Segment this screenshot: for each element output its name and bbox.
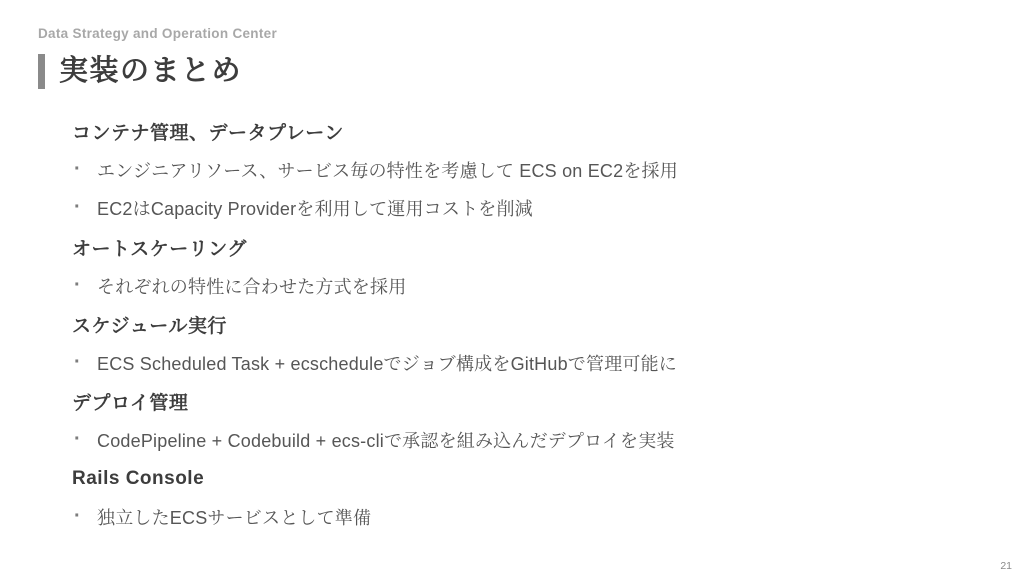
title-row — [38, 54, 242, 89]
bullet-item: · エンジニアリソース、サービス毎の特性を考慮して ECS on EC2を採用 — [72, 151, 994, 190]
page-title: 実装のまとめ — [59, 55, 243, 87]
section-heading: デプロイ管理 — [72, 392, 189, 414]
bullet-item: · それぞれの特性に合わせた方式を採用 — [72, 266, 994, 305]
section-heading: オートスケーリング — [72, 238, 247, 260]
bullet-item: · ECS Scheduled Task + ecscheduleでジョブ構成をGitHubで管理可能に — [72, 344, 994, 383]
bullet-item: · CodePipeline + Codebuild + ecs-cliで承認を組み込んだデプロイを実装 — [72, 421, 994, 460]
page-number: 21 — [1000, 560, 1012, 572]
eyebrow-label: Data Strategy and Operation Center — [38, 26, 278, 41]
title-accent-bar — [38, 54, 45, 89]
section-heading: スケジュール実行 — [72, 315, 227, 337]
slide-content — [72, 112, 994, 537]
section-heading: Rails Console — [72, 467, 205, 489]
section-heading: コンテナ管理、データプレーン — [72, 122, 344, 144]
bullet-item: · EC2はCapacity Providerを利用して運用コストを削減 — [72, 189, 994, 228]
bullet-item: · 独立したECSサービスとして準備 — [72, 498, 994, 537]
